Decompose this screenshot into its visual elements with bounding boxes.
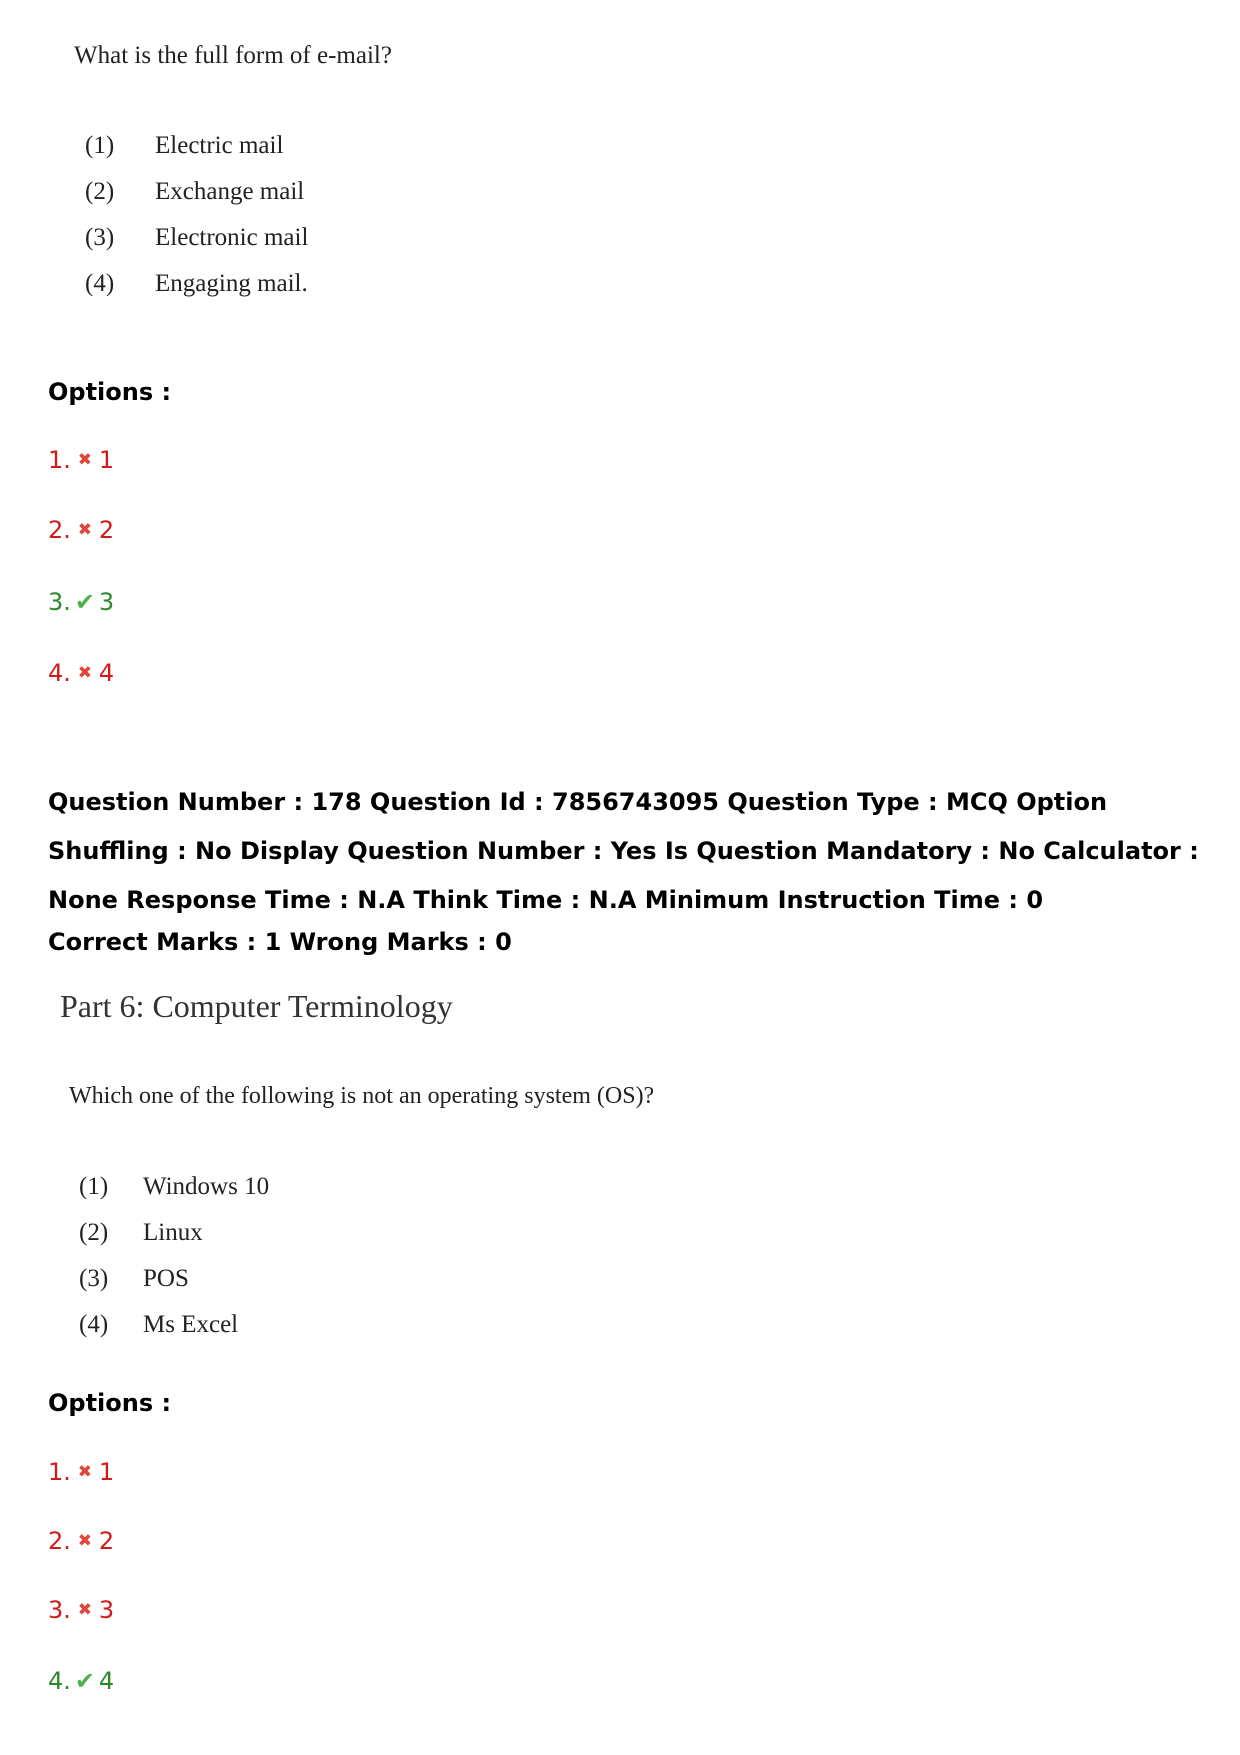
choice-row [79,1173,269,1219]
answer-value: 1 [98,446,115,474]
choice-row [85,224,308,270]
part-title: Part 6: Computer Terminology [60,988,453,1024]
choice-number: (3) [79,1265,109,1292]
question-1-choices [85,132,308,316]
answer-value: 1 [98,1458,115,1486]
choice-label: POS [143,1265,189,1292]
choice-row [85,270,308,316]
cross-icon: ✖ [77,450,93,470]
answer-value: 4 [98,1667,115,1695]
choice-row [85,132,308,178]
check-icon: ✔ [74,588,95,616]
choice-label: Electronic mail [155,224,309,251]
choice-number: (3) [85,224,115,251]
answer-option [48,588,114,616]
choice-number: (1) [85,132,115,159]
answer-option [48,1667,114,1695]
choice-number: (2) [85,178,115,205]
question-metadata: Question Number : 178 Question Id : 7856743095 Question Type : MCQ Option Shuffling : No Display Question Number : Yes Is Question Mandatory : No Calculator : None Response Time : N.A Think Time : N.A Minimum Instruction Time : 0 [48,788,1199,914]
choice-label: Ms Excel [143,1311,239,1338]
choice-number: (1) [79,1173,109,1200]
marks-info: Correct Marks : 1 Wrong Marks : 0 [48,928,512,956]
answer-option [48,1458,114,1486]
answer-value: 4 [98,659,115,687]
cross-icon: ✖ [77,1600,93,1620]
answer-prefix: 2. [48,516,71,544]
choice-label: Linux [143,1219,203,1246]
question-2-choices [79,1173,269,1357]
question-1-text: What is the full form of e-mail? [74,42,392,69]
answer-prefix: 2. [48,1527,71,1555]
choice-label: Exchange mail [155,178,305,205]
answer-prefix: 1. [48,1458,71,1486]
answer-prefix: 4. [48,659,71,687]
cross-icon: ✖ [77,1462,93,1482]
answer-value: 2 [98,1527,115,1555]
answer-prefix: 1. [48,446,71,474]
answer-value: 2 [98,516,115,544]
choice-row [79,1311,269,1357]
answer-option [48,1527,114,1555]
cross-icon: ✖ [77,520,93,540]
choice-number: (4) [79,1311,109,1338]
choice-row [79,1265,269,1311]
answer-option [48,516,114,544]
cross-icon: ✖ [77,1531,93,1551]
answer-value: 3 [98,1596,115,1624]
answer-prefix: 3. [48,1596,71,1624]
choice-row [79,1219,269,1265]
answer-prefix: 4. [48,1667,71,1695]
choice-label: Engaging mail. [155,270,308,297]
question-2-text: Which one of the following is not an operating system (OS)? [69,1083,655,1109]
choice-number: (2) [79,1219,109,1246]
choice-label: Windows 10 [143,1173,270,1200]
options-heading: Options : [48,378,172,406]
choice-number: (4) [85,270,115,297]
choice-row [85,178,308,224]
answer-option [48,659,114,687]
choice-label: Electric mail [155,132,284,159]
check-icon: ✔ [74,1667,95,1695]
answer-prefix: 3. [48,588,71,616]
cross-icon: ✖ [77,663,93,683]
answer-option [48,446,114,474]
options-heading: Options : [48,1389,172,1417]
answer-option [48,1596,114,1624]
answer-value: 3 [98,588,115,616]
